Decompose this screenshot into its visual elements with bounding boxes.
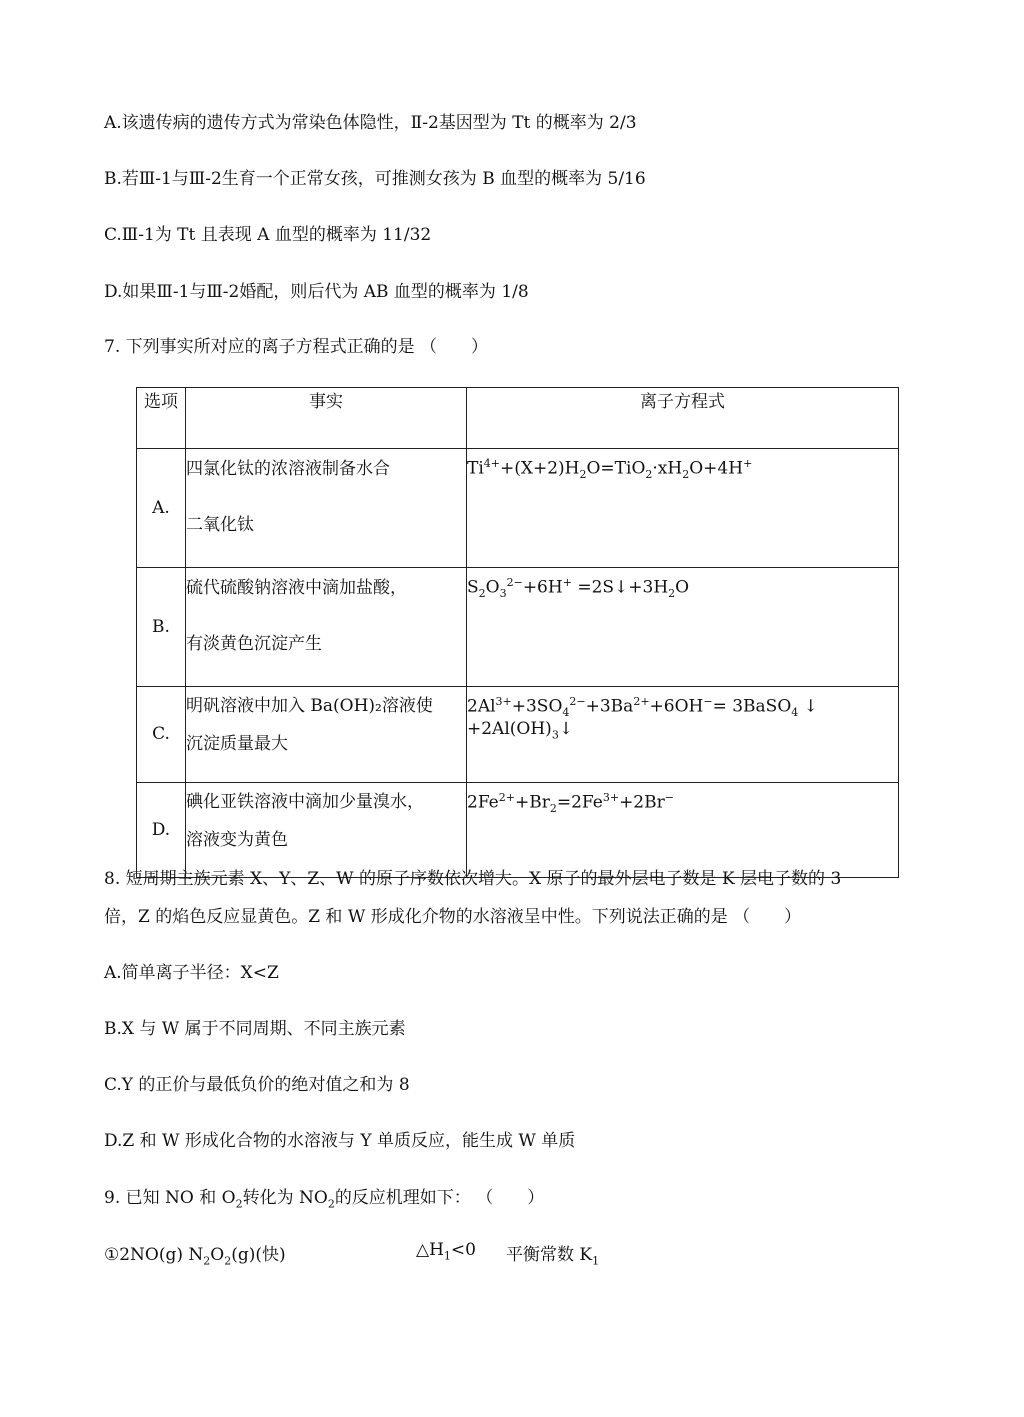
equation-c: $2Al^{3+}+3SO_4^{2-}+3Ba^{2+}+6OH^-=$ 3BaSO$_4$ ↓ $+2Al(OH)_3↓$ [467,687,899,783]
q8-option-b: B.X 与 W 属于不同周期、不同主族元素 [104,1019,406,1039]
equation-b: $S_2O_3^{2-}+6H^+$ $=2S↓+3H_2O$ [467,568,899,687]
fact-line: 溶液变为黄色 [186,830,288,850]
table-row [137,687,899,783]
q6-option-b: B.若Ⅲ-1与Ⅲ-2生育一个正常女孩，可推测女孩为 B 血型的概率为 5/16 [104,169,646,189]
q8-option-a: A.简单离子半径：X<Z [104,963,279,983]
fact-line: 碘化亚铁溶液中滴加少量溴水， [186,792,424,812]
q7-table [136,387,899,878]
fact-line: 四氯化钛的浓溶液制备水合 [186,459,390,479]
row-option: B. [137,568,186,687]
row-option: C. [137,687,186,783]
q8-stem-line2: 倍，Z 的焰色反应显黄色。Z 和 W 形成化介物的水溶液呈中性。下列说法正确的是 （ ） [104,907,802,927]
equation-a: $Ti^{4+}+(X+2)H_2O=TiO_2\cdot xH_2O+4H^+$ [467,449,899,568]
header-fact: 事实 [186,388,467,449]
fact-line: 明矾溶液中加入 Ba(OH)₂溶液使 [186,696,433,716]
table-row [137,568,899,687]
q7-stem: 7. 下列事实所对应的离子方程式正确的是 （ ） [104,337,489,357]
fact-line: 沉淀质量最大 [186,734,288,754]
row-option: D. [137,783,186,878]
fact-line: 二氧化钛 [186,515,254,535]
q9-stem: 9. 已知 NO 和 $O_2$转化为 $NO_2$的反应机理如下： （ ） [104,1188,545,1211]
q7-table-header [137,388,899,449]
header-equation: 离子方程式 [467,388,899,449]
q9-step1-enthalpy: $\triangle H_1<0$ [416,1240,476,1263]
q6-option-c: C.Ⅲ-1为 Tt 且表现 A 血型的概率为 11/32 [104,225,432,245]
q6-option-d: D.如果Ⅲ-1与Ⅲ-2婚配，则后代为 AB 血型的概率为 1/8 [104,282,529,302]
q8-option-d: D.Z 和 W 形成化合物的水溶液与 Y 单质反应，能生成 W 单质 [104,1131,576,1151]
header-option: 选项 [137,388,186,449]
table-row [137,449,899,568]
q6-option-a: A.该遗传病的遗传方式为常染色体隐性，Ⅱ-2基因型为 Tt 的概率为 2/3 [104,113,637,133]
q9-step1-constant: 平衡常数 $K_1$ [506,1245,600,1268]
q8-option-c: C.Y 的正价与最低负价的绝对值之和为 8 [104,1075,410,1095]
q9-step1: ①2NO(g) $N_2O_2(g)$(快) [104,1245,286,1268]
fact-line: 硫代硫酸钠溶液中滴加盐酸， [186,578,407,598]
fact-line: 有淡黄色沉淀产生 [186,634,322,654]
row-option: A. [137,449,186,568]
equation-d: $2Fe^{2+}+Br_2=2Fe^{3+}+2Br^-$ [467,783,899,878]
q8-stem-line1: 8. 短周期主族元素 X、Y、Z、W 的原子序数依次增大。X 原子的最外层电子数是 K 层电子数的 3 [104,869,842,889]
